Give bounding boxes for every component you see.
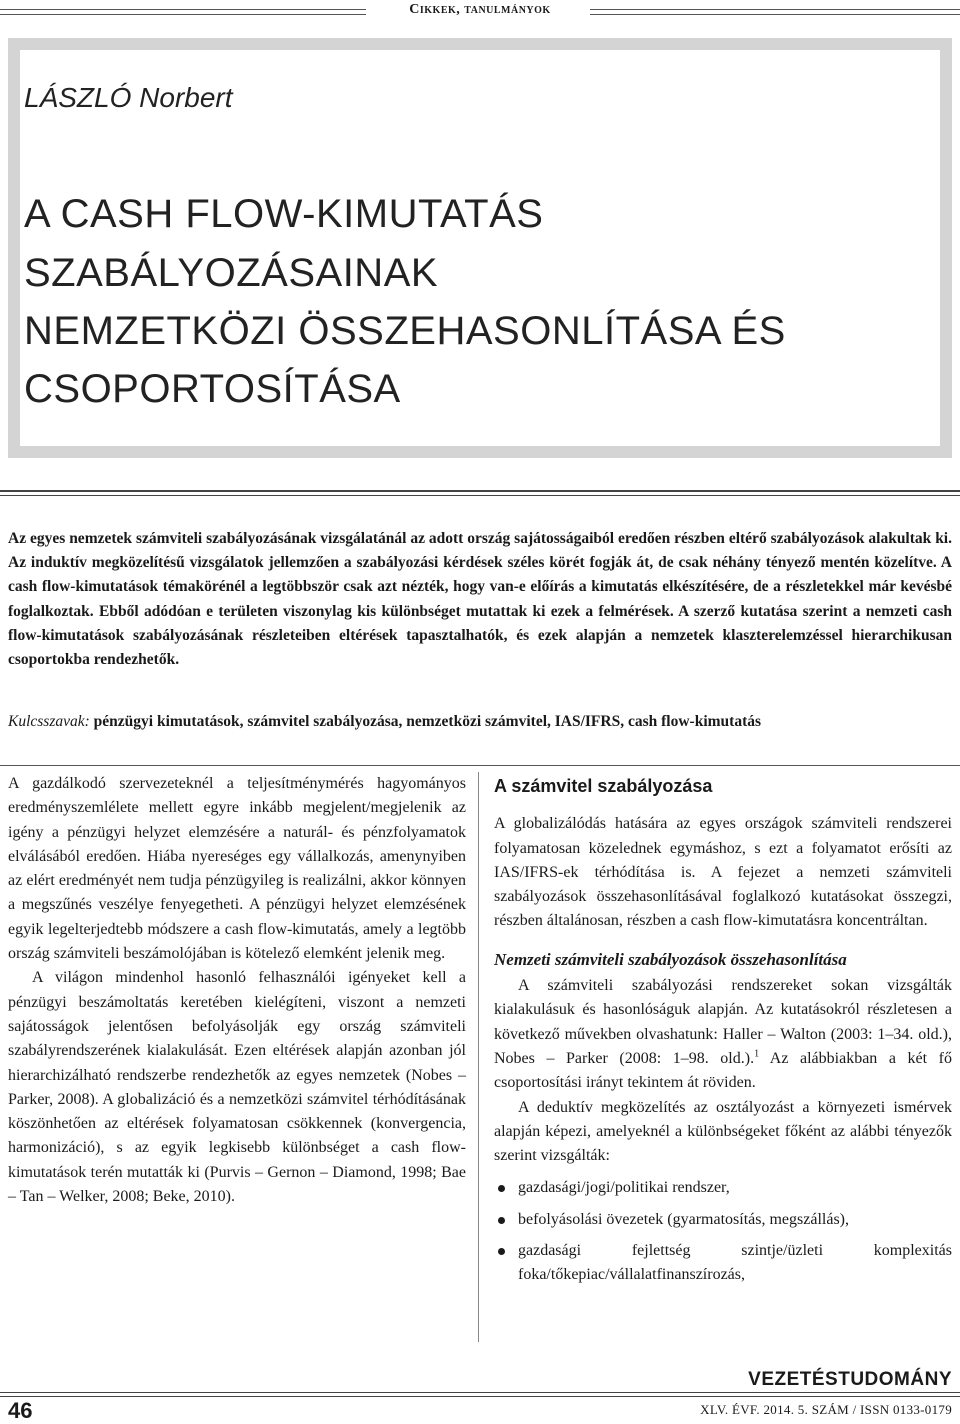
footer-rule-thin bbox=[0, 1396, 960, 1397]
footer-rule bbox=[0, 1392, 960, 1393]
list-item-text: gazdasági/jogi/politikai rendszer, bbox=[518, 1179, 730, 1197]
left-paragraph-1: A gazdálkodó szervezeteknél a teljesítménymérés hagyományos eredményszemlélete mellett egyre inkább megjelent/megjelenik az igény a pénzügyi helyzet elemzésére a naturál- és pénzfolyamatok elválásából eredően. Hiába nyereséges egy vállalkozás, amenynyiben az elért eredményét nem tudja pénzügyileg is realizálni, akkor könnyen a megszűnés veszélye fenyegetheti. A pénzügyi helyzet elemzésének egyik legelterjedtebb módszere a cash flow-kimutatás, amely a legtöbb ország számviteli beszámolójában is kötelező elemként jelenik meg. bbox=[8, 775, 466, 963]
bullet-icon bbox=[498, 1185, 505, 1192]
right-paragraph-2 bbox=[494, 974, 952, 1095]
bullet-icon bbox=[498, 1248, 505, 1255]
list-item bbox=[494, 1208, 952, 1232]
abstract-top-rule-thin bbox=[0, 495, 960, 496]
right-paragraph-2-text: A számviteli szabályozási rendszereket sokan vizsgálták kialakulásuk és hasonlóságuk alapján. Az kutatásokról részletesen a következő művekben olvashatunk: Haller – Walton (2003: 1–34. old.), Nobes – Parker (2008: 1–98. old.). bbox=[494, 977, 952, 1067]
list-item-text: befolyásolási övezetek (gyarmatosítás, megszállás), bbox=[518, 1210, 849, 1228]
bullet-icon bbox=[498, 1217, 505, 1224]
list-item bbox=[494, 1239, 952, 1288]
subsection-heading: Nemzeti számviteli szabályozások összehasonlítása bbox=[494, 949, 847, 969]
keywords bbox=[8, 710, 952, 734]
left-column bbox=[8, 772, 466, 1209]
column-divider bbox=[478, 772, 479, 1342]
footnote-ref[interactable]: 1 bbox=[754, 1048, 760, 1060]
right-paragraph-2-tail: Az alábbiakban a két fő csoportosítási irányt tekintem át röviden. bbox=[494, 1049, 953, 1092]
keywords-text: pénzügyi kimutatások, számvitel szabályozása, nemzetközi számvitel, IAS/IFRS, cash flow-kimutatás bbox=[93, 713, 762, 730]
journal-name: VEZETÉSTUDOMÁNY bbox=[748, 1369, 952, 1390]
page-number: 46 bbox=[8, 1398, 33, 1423]
article-title-line-2: SZABÁLYOZÁSAINAK bbox=[24, 251, 439, 295]
article-title-line-3: NEMZETKÖZI ÖSSZEHASONLÍTÁSA ÉS bbox=[24, 309, 786, 353]
right-paragraph-3: A deduktív megközelítés az osztályozást a környezeti ismérvek alapján képezi, amelyeknél a különbségeket főként az alábbi tényezők szerint vizsgálták: bbox=[494, 1098, 952, 1165]
section-heading: A számvitel szabályozása bbox=[494, 776, 713, 796]
header-rule-left bbox=[0, 9, 366, 15]
right-paragraph-1: A globalizálódás hatására az egyes országok számviteli rendszerei folyamatosan közelednek egymáshoz, s ezt a folyamatot erősíti az IAS/IFRS-ek térhódítása is. A fejezet a nemzeti számviteli szabályozások összehasonlításával foglalkozó kutatásokat összegzi, részben általánosan, részben a cash flow-kimutatásra koncentráltan. bbox=[494, 815, 952, 930]
left-paragraph-2: A világon mindenhol hasonló felhasználói igényeket kell a pénzügyi beszámoltatás keretében kielégíteni, viszont a nemzeti sajátosságok jelentősen befolyásolják egy ország számviteli szabályrendszerének kialakulását. Ezen eltérések alapján azonban jól hierarchizálható rendszerbe rendezhetők az egyes nemzetek (Nobes – Parker, 2008). A globalizáció és a nemzetközi számvitel térhódításának köszönhetően az eltérések folyamatosan csökkennek (konvergencia, harmonizáció), s az egyik legkisebb különbséget a cash flow-kimutatások terén mutatták ki (Purvis – Gernon – Diamond, 1998; Bae – Tan – Welker, 2008; Beke, 2010). bbox=[8, 969, 466, 1206]
abstract-top-rule bbox=[0, 490, 960, 492]
abstract: Az egyes nemzetek számviteli szabályozásának vizsgálatánál az adott ország sajátosságaiból eredően részben eltérő szabályozások alakultak ki. Az induktív megközelítésű vizsgálatok jellemzően a szabályozási kérdések széles körét fogják át, de csak néhány tényező mentén közelítve. A cash flow-kimutatások témakörénél a legtöbbször csak azt nézték, hogy van-e előírás a kimutatás elkészítésére, de a részletekkel már kevésbé foglalkoztak. Ebből adódóan e területen viszonylag kis különbséget mutattak ki ezek a felmérések. A szerző kutatása szerint a nemzeti cash flow-kimutatások szabályozásának részleteiben eltérések tapasztalhatók, és ezek alapján a nemzetek klaszterelemzéssel hierarchikusan csoportokba rendezhetők. bbox=[8, 530, 952, 669]
article-title-line-4: CSOPORTOSÍTÁSA bbox=[24, 367, 401, 411]
keywords-label: Kulcsszavak: bbox=[8, 713, 90, 730]
author-name: LÁSZLÓ Norbert bbox=[24, 82, 233, 113]
issue-info: XLV. ÉVF. 2014. 5. SZÁM / ISSN 0133-0179 bbox=[700, 1402, 952, 1417]
list-item-text: gazdasági fejlettség szintje/üzleti komplexitás foka/tőkepiac/vállalatfinanszírozás, bbox=[518, 1242, 952, 1284]
header-rule-right bbox=[590, 9, 960, 15]
article-title-line-1: A CASH FLOW-KIMUTATÁS bbox=[24, 192, 544, 236]
list-item bbox=[494, 1176, 952, 1200]
right-column bbox=[494, 772, 952, 1295]
columns-top-rule bbox=[0, 765, 960, 766]
factor-list bbox=[494, 1176, 952, 1287]
section-label: Cikkek, tanulmányok bbox=[409, 2, 551, 17]
